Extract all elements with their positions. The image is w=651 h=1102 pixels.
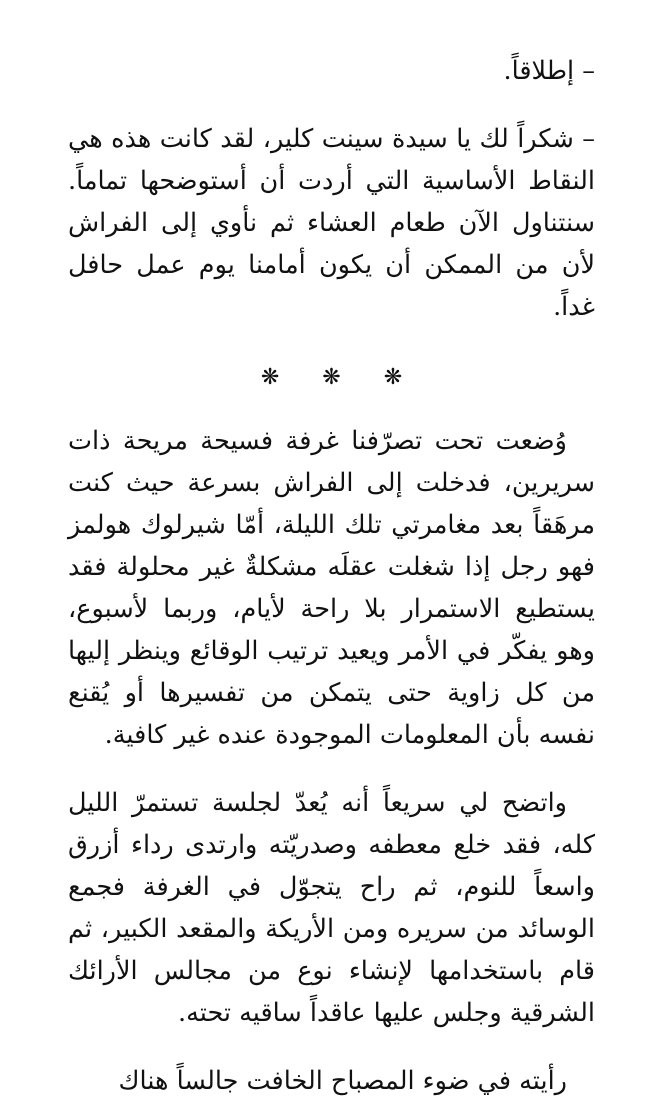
paragraph-lamp: رأيته في ضوء المصباح الخافت جالساً هناك bbox=[118, 1066, 567, 1096]
dialogue-line-2: – شكراً لك يا سيدة سينت كلير، لقد كانت هذه هي النقاط الأساسية التي أردت أن أستوضحها تماماً. سنتناول الآن طعام العشاء ثم نأوي إلى الفراش لأن من الممكن أن يكون أمامنا يوم عمل حافل غداً. bbox=[68, 124, 595, 322]
paragraph-holmes-session: واتضح لي سريعاً أنه يُعدّ لجلسة تستمرّ الليل كله، فقد خلع معطفه وصدريّته وارتدى رداء أزرق واسعاً للنوم، ثم راح يتجوّل في الغرفة فجمع الوسائد من سريره ومن الأريكة والمقعد الكبير، ثم قام باستخدامها لإنشاء نوع من مجالس الأرائك الشرقية وجلس عليها عاقداً ساقيه تحته. bbox=[68, 788, 595, 1028]
section-separator: ❋ ❋ ❋ bbox=[260, 365, 421, 390]
dialogue-line-1: – إطلاقاً. bbox=[503, 56, 595, 86]
paragraph-room: وُضعت تحت تصرّفنا غرفة فسيحة مريحة ذات سريرين، فدخلت إلى الفراش بسرعة حيث كنت مرهَقاً بعد مغامرتي تلك الليلة، أمّا شيرلوك هولمز فهو رجل إذا شغلت عقلَه مشكلةٌ غير محلولة فقد يستطيع الاستمرار بلا راحة لأيام، وربما لأسبوع، وهو يفكّر في الأمر ويعيد ترتيب الوقائع وينظر إليها من كل زاوية حتى يتمكن من تفسيرها أو يُقنع نفسه بأن المعلومات الموجودة عنده غير كافية. bbox=[68, 426, 595, 750]
